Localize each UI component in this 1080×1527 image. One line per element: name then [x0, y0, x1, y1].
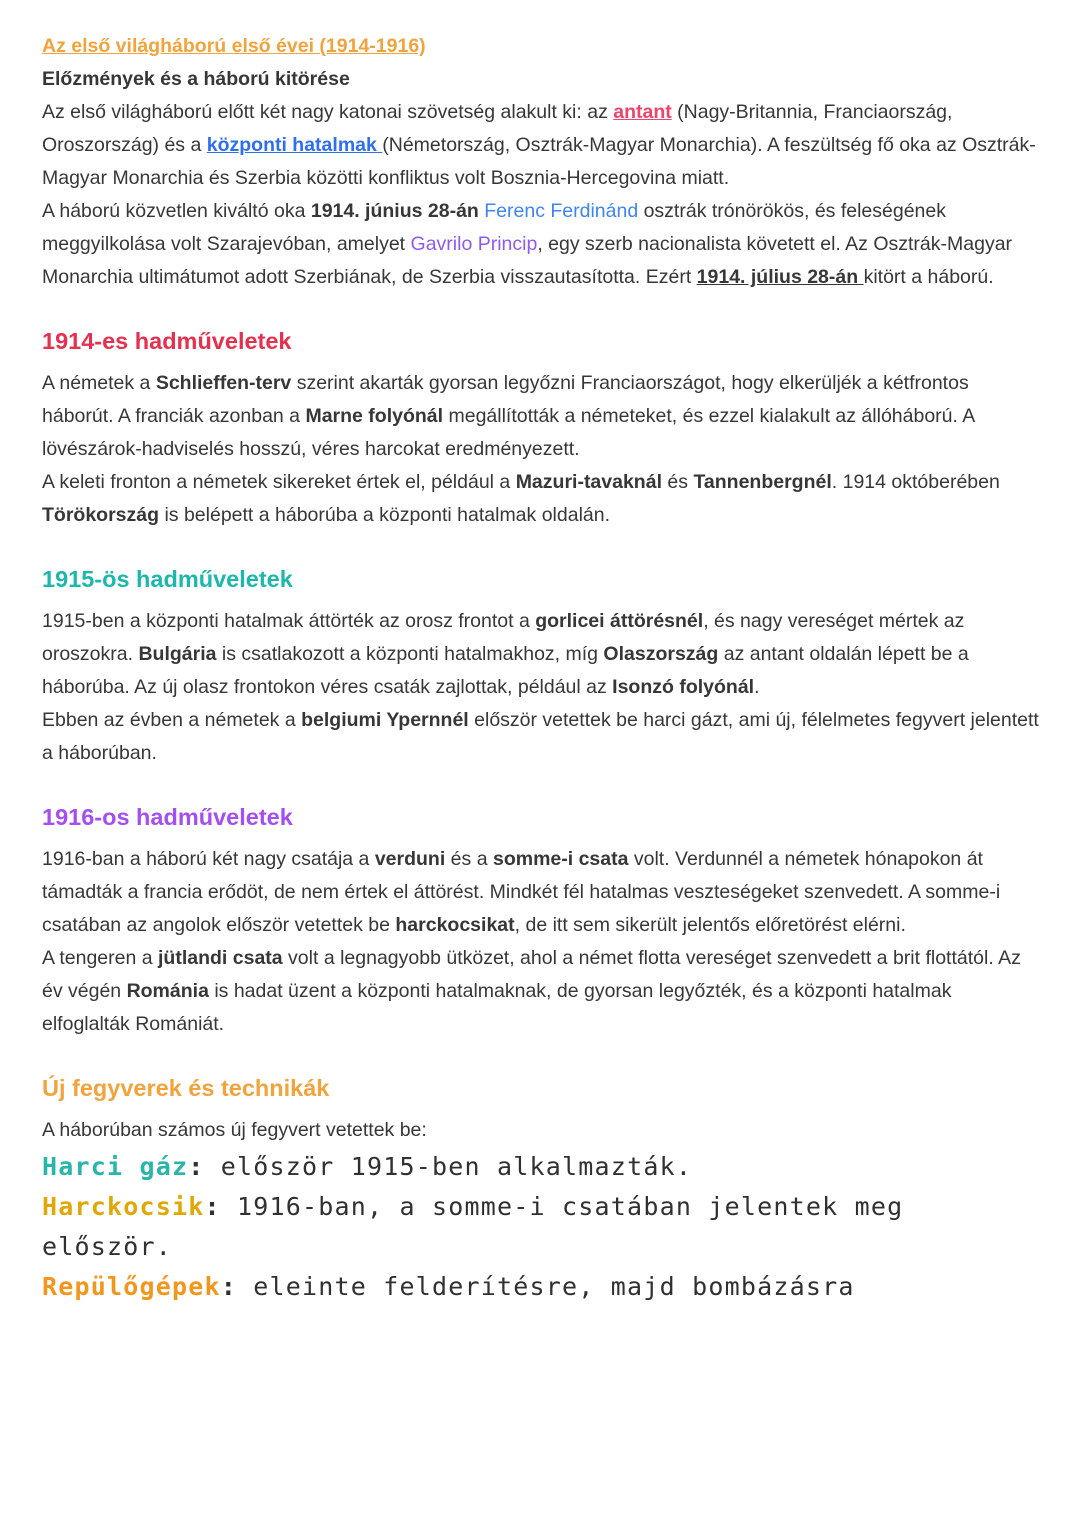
- text-run: A németek a: [42, 372, 156, 394]
- text-run: kitört a háború.: [863, 266, 994, 288]
- text-run: először 1915-ben alkalmazták.: [220, 1152, 693, 1181]
- text-run: Bulgária: [138, 643, 217, 665]
- text-run: , egy szerb nacionalista követett el. Az Osztrák-Magyar Monarchia ultimátumot adott Szerbiának, de Szerbia visszautasította. Ezért: [42, 233, 1013, 288]
- gavrilo-princip-link[interactable]: Gavrilo Princip: [410, 233, 538, 255]
- text-run: gorlicei áttörésnél: [535, 610, 704, 632]
- text-run: is hadat üzent a központi hatalmaknak, de gyorsan legyőzték, és a központi hatalmak elfoglalták Romániát.: [42, 980, 952, 1035]
- weapon-item-plane: [42, 1267, 1040, 1307]
- text-run: és: [662, 471, 694, 493]
- text-run: (Németország, Osztrák-Magyar Monarchia). A feszültség fő oka az Osztrák-Magyar Monarchia és Szerbia közötti konfliktus volt Bosznia-Hercegovina miatt.: [42, 134, 1036, 189]
- text-run: . 1914 októberében: [831, 471, 1000, 493]
- text-run: is csatlakozott a központi hatalmakhoz, míg: [216, 643, 604, 665]
- paragraph-1916-operations: [42, 843, 1040, 1041]
- weapon-item-tank: [42, 1187, 1040, 1267]
- text-run: Mazuri-tavaknál: [515, 471, 662, 493]
- text-run: :: [220, 1272, 254, 1301]
- text-run: 1916-ban a háború két nagy csatája a: [42, 848, 375, 870]
- text-run: , és nagy vereséget mértek az oroszokra.: [42, 610, 965, 665]
- subheading-text: Előzmények és a háború kitörése: [42, 68, 350, 90]
- text-run: Olaszország: [603, 643, 719, 665]
- text-run: Tannenbergnél: [693, 471, 832, 493]
- paragraph-weapons-intro: [42, 1114, 1040, 1147]
- ferenc-ferdinand-link[interactable]: Ferenc Ferdinánd: [484, 200, 639, 222]
- weapon-name-gas: Harci gáz: [42, 1152, 189, 1181]
- document-body: [42, 30, 1040, 1307]
- text-run: osztrák trónörökös, és feleségének meggyilkolása volt Szarajevóban, amelyet: [42, 200, 947, 255]
- text-run: volt. Verdunnél a németek hónapokon át támadták a francia erődöt, de nem értek el áttörést. Mindkét fél hatalmas veszteségeket szenvedett. A somme-i csatában az angolok először vetettek be: [42, 848, 1001, 936]
- antant-link[interactable]: antant: [613, 101, 672, 123]
- text-run: és a: [445, 848, 493, 870]
- text-run: :: [188, 1152, 221, 1181]
- text-run: (Nagy-Britannia, Franciaország, Oroszország) és a: [42, 101, 953, 156]
- weapon-item-gas: [42, 1147, 1040, 1187]
- text-run: :: [204, 1192, 238, 1221]
- paragraph-1914-operations: [42, 367, 1040, 532]
- text-run: harckocsikat: [395, 914, 515, 936]
- date-june-28: 1914. június 28-án: [310, 200, 485, 222]
- text-run: A keleti fronton a németek sikereket értek el, például a: [42, 471, 516, 493]
- text-run: belgiumi Ypernnél: [301, 709, 469, 731]
- section-heading-weapons: Új fegyverek és technikák: [42, 1075, 330, 1101]
- text-run: szerint akarták gyorsan legyőzni Franciaországot, hogy elkerüljék a kétfrontos háborút. A franciák azonban a: [42, 372, 969, 427]
- text-run: 1915-ben a központi hatalmak áttörték az orosz frontot a: [42, 610, 536, 632]
- section-heading-1915: 1915-ös hadműveletek: [42, 566, 293, 592]
- doc-title: [42, 30, 1040, 63]
- weapon-name-tank: Harckocsik: [42, 1192, 205, 1221]
- text-run: Isonzó folyónál: [612, 676, 755, 698]
- text-run: somme-i csata: [492, 848, 629, 870]
- doc-title-link[interactable]: Az első világháború első évei (1914-1916): [42, 35, 426, 57]
- subheading-antecedents: [42, 63, 1040, 96]
- text-run: Románia: [126, 980, 209, 1002]
- text-run: először vetettek be harci gázt, ami új, félelmetes fegyvert jelentett a háborúban.: [42, 709, 1039, 764]
- text-run: Marne folyónál: [305, 405, 444, 427]
- text-run: Schlieffen-terv: [155, 372, 292, 394]
- weapon-name-plane: Repülőgépek: [42, 1272, 221, 1301]
- section-heading-1914: 1914-es hadműveletek: [42, 328, 292, 354]
- text-run: Törökország: [42, 504, 160, 526]
- paragraph-1915-operations: [42, 605, 1040, 770]
- text-run: Ebben az évben a németek a: [42, 709, 302, 731]
- kozponti-hatalmak-link[interactable]: központi hatalmak: [206, 134, 383, 156]
- paragraph-assassination: [42, 195, 1040, 294]
- text-run: verduni: [374, 848, 446, 870]
- date-july-28: 1914. július 28-án: [696, 266, 864, 288]
- text-run: volt a legnagyobb ütközet, ahol a német flotta vereséget szenvedett a brit flottától. Az év végén: [42, 947, 1021, 1002]
- text-run: megállították a németeket, és ezzel kialakult az állóháború. A lövészárok-hadviselés hosszú, véres harcokat eredményezett.: [42, 405, 975, 460]
- text-run: A tengeren a: [42, 947, 159, 969]
- text-run: az antant oldalán lépett be a háborúba. Az új olasz frontokon véres csaták zajlottak, például az: [42, 643, 969, 698]
- text-run: Az első világháború előtt két nagy katonai szövetség alakult ki: az: [42, 101, 614, 123]
- section-heading-1916: 1916-os hadműveletek: [42, 804, 293, 830]
- text-run: , de itt sem sikerült jelentős előretörést elérni.: [514, 914, 906, 936]
- text-run: eleinte felderítésre, majd bombázásra: [253, 1272, 855, 1301]
- text-run: A háborúban számos új fegyvert vetettek be:: [42, 1119, 427, 1141]
- text-run: .: [754, 676, 760, 698]
- text-run: A háború közvetlen kiváltó oka: [42, 200, 311, 222]
- text-run: jütlandi csata: [158, 947, 283, 969]
- text-run: 1916-ban, a somme-i csatában jelentek meg először.: [42, 1192, 904, 1261]
- paragraph-alliances: [42, 96, 1040, 195]
- text-run: is belépett a háborúba a központi hatalmak oldalán.: [159, 504, 611, 526]
